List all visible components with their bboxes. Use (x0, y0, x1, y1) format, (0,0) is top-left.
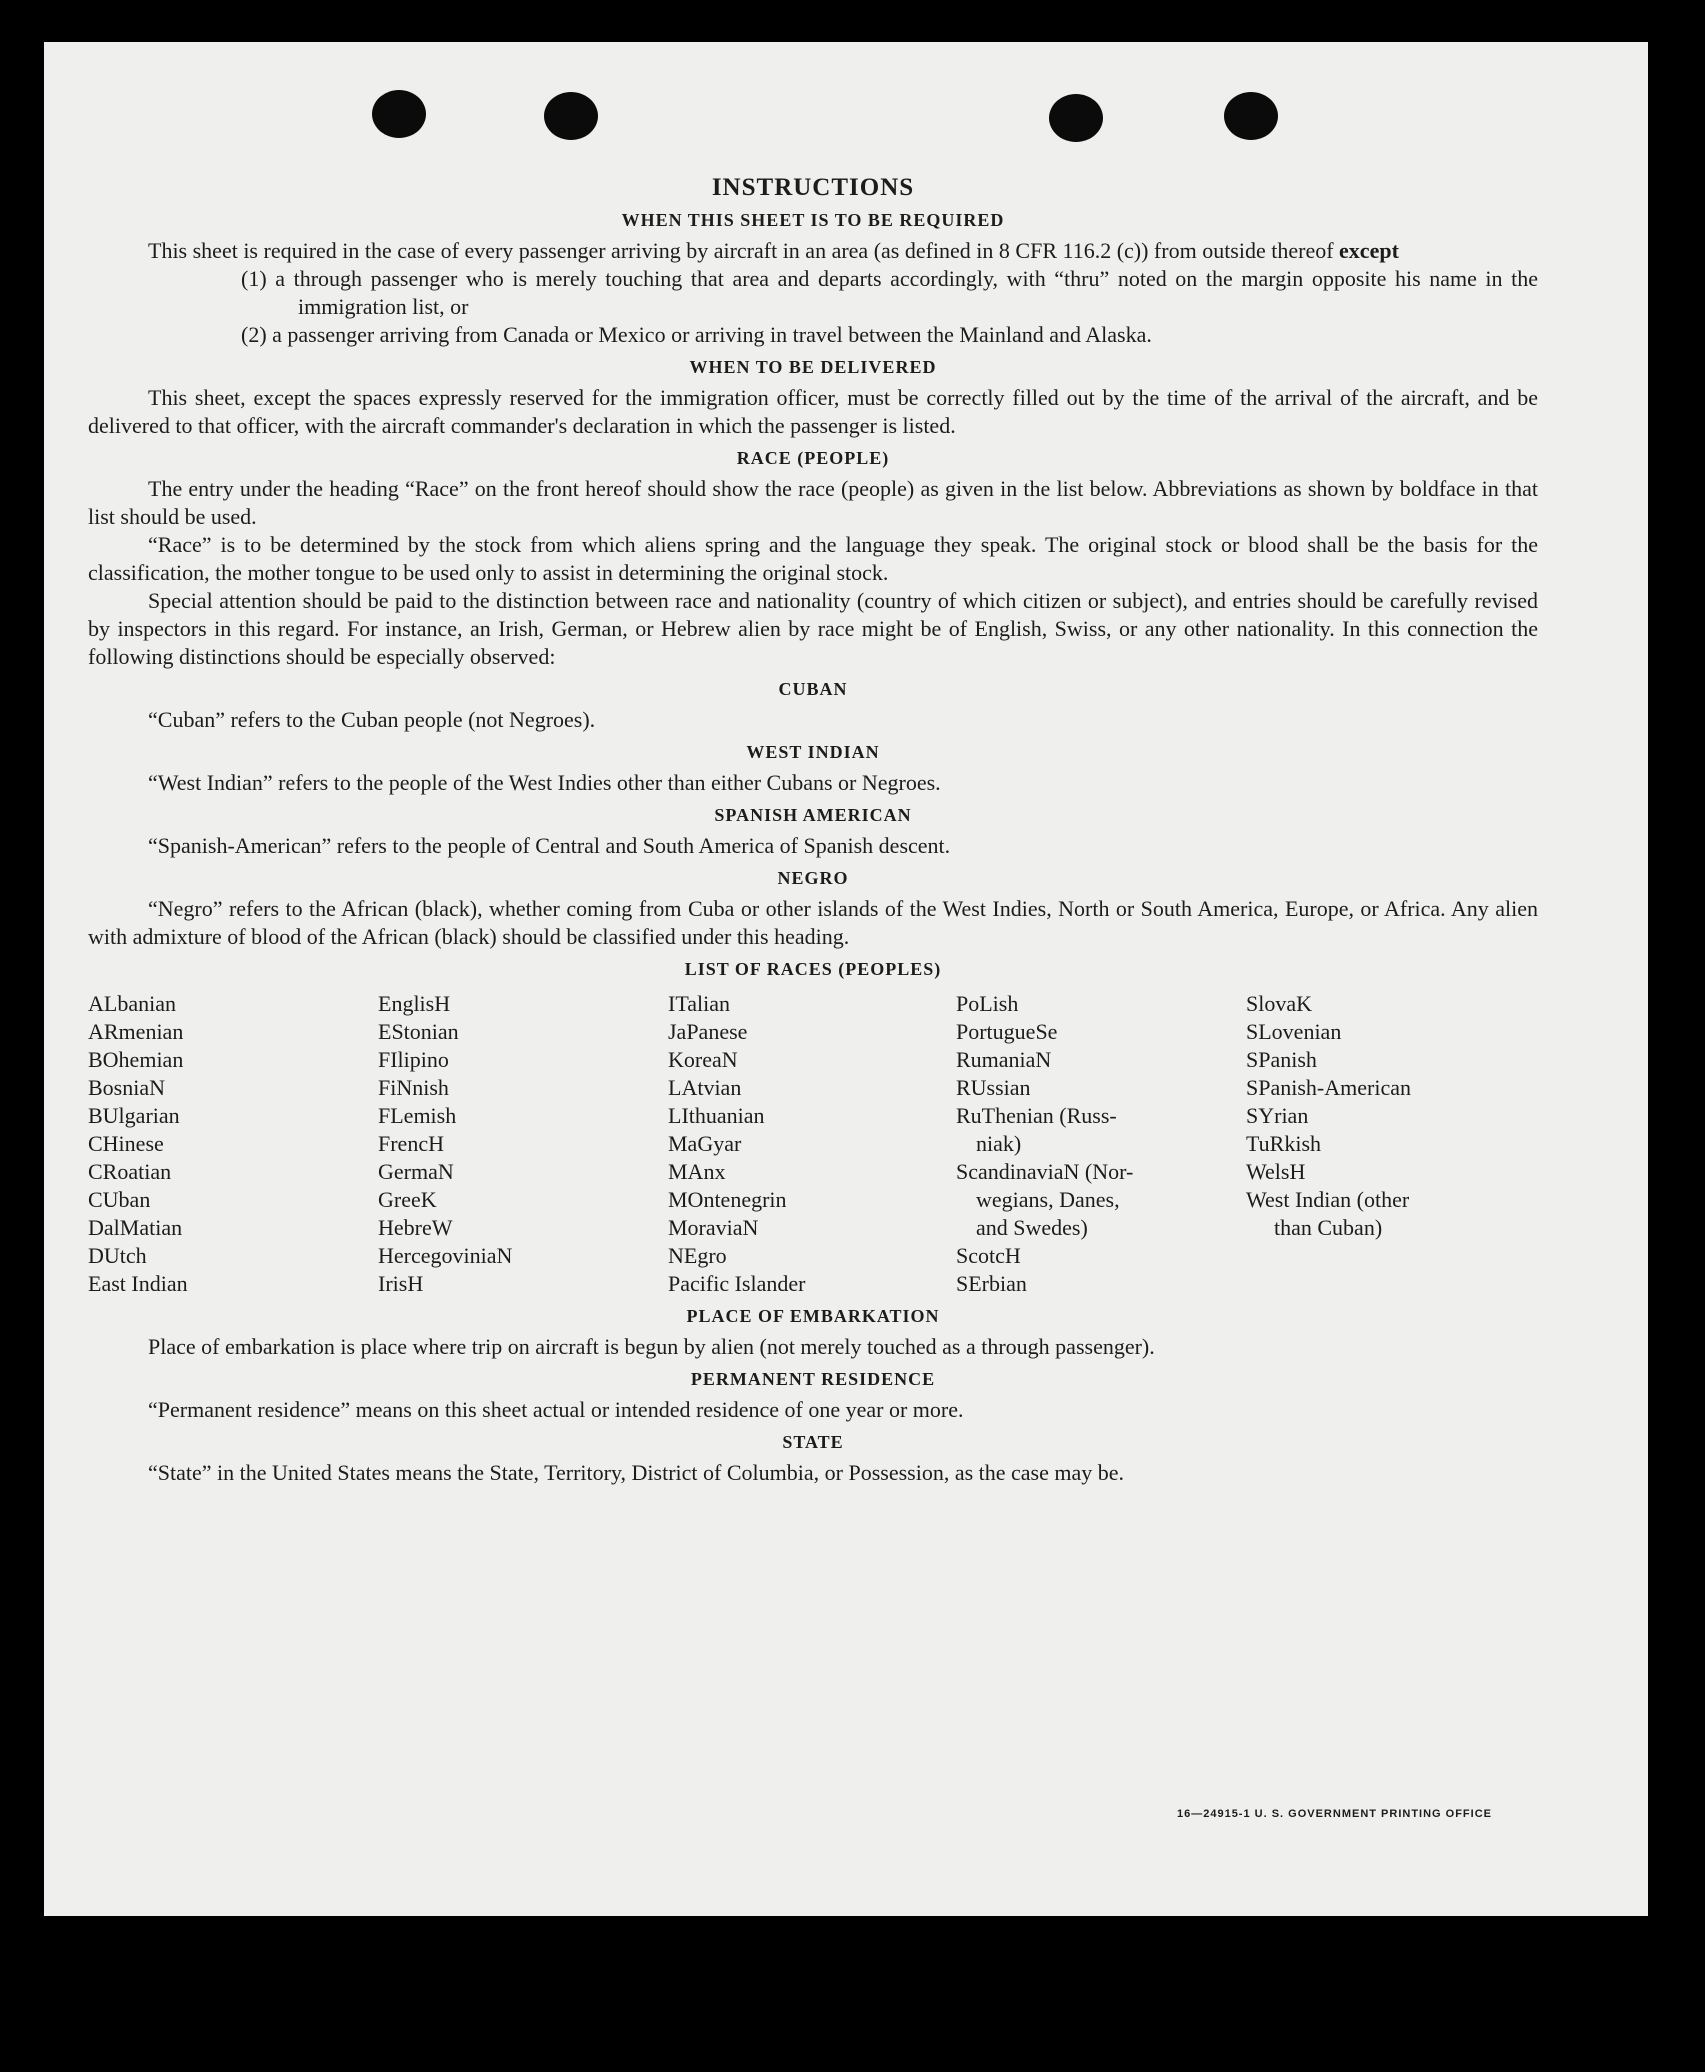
list-item: MAnx (668, 1159, 726, 1184)
list-item: WelsH (1246, 1159, 1306, 1184)
section-heading-spanish-american: SPANISH AMERICAN (714, 805, 912, 825)
required-item-2: (2) a passenger arriving from Canada or Mexico or arriving in travel between the Mainland and Alaska. (241, 322, 1152, 347)
race-paragraph-3: Special attention should be paid to the distinction between race and nationality (country of which citizen or subject), and entries should be carefully revised by inspectors in this regard. For instance, an Irish, German, or Hebrew alien by race might be of English, Swiss, or any other nationality. In this connection the following distinctions should be especially observed: (88, 588, 1538, 669)
list-item: RuThenian (Russ- (956, 1103, 1117, 1128)
list-item: EStonian (378, 1019, 459, 1044)
list-item: SYrian (1246, 1103, 1309, 1128)
list-item: ScotcH (956, 1243, 1021, 1268)
section-heading-embarkation: PLACE OF EMBARKATION (686, 1306, 940, 1326)
residence-text: “Permanent residence” means on this sheet actual or intended residence of one year or more. (148, 1397, 964, 1422)
section-heading-race: RACE (PEOPLE) (736, 448, 890, 468)
list-item: KoreaN (668, 1047, 738, 1072)
section-heading-list: LIST OF RACES (PEOPLES) (684, 959, 942, 979)
cuban-text: “Cuban” refers to the Cuban people (not Negroes). (148, 707, 596, 732)
list-item: TuRkish (1246, 1131, 1322, 1156)
list-item: FIlipino (378, 1047, 449, 1072)
list-item: and Swedes) (976, 1215, 1088, 1240)
section-heading-required: WHEN THIS SHEET IS TO BE REQUIRED (621, 210, 1005, 230)
state-text: “State” in the United States means the State, Territory, District of Columbia, or Possession, as the case may be. (148, 1460, 1125, 1485)
list-item: FiNnish (378, 1075, 449, 1100)
race-column-2 (378, 990, 668, 1298)
list-item: ITalian (668, 991, 730, 1016)
punch-hole (1224, 92, 1278, 140)
list-item: IrisH (378, 1271, 424, 1296)
list-item: SPanish (1246, 1047, 1317, 1072)
punch-hole (544, 92, 598, 140)
list-item: niak) (976, 1131, 1022, 1156)
race-column-5 (1246, 990, 1538, 1298)
section-heading-residence: PERMANENT RESIDENCE (690, 1369, 936, 1389)
list-item: RumaniaN (956, 1047, 1052, 1072)
race-column-3 (668, 990, 956, 1298)
list-item: ARmenian (88, 1019, 184, 1044)
west-indian-text: “West Indian” refers to the people of the West Indies other than either Cubans or Negroes. (148, 770, 941, 795)
list-item: SLovenian (1246, 1019, 1342, 1044)
race-column-4 (956, 990, 1246, 1298)
section-heading-delivered: WHEN TO BE DELIVERED (689, 357, 937, 377)
list-item: HercegoviniaN (378, 1243, 513, 1268)
embarkation-text: Place of embarkation is place where trip on aircraft is begun by alien (not merely touched as a through passenger). (148, 1334, 1155, 1359)
list-item: ALbanian (88, 991, 176, 1016)
list-item: CHinese (88, 1131, 164, 1156)
list-item: West Indian (other (1246, 1187, 1410, 1212)
list-item: LIthuanian (668, 1103, 765, 1128)
list-item: RUssian (956, 1075, 1031, 1100)
list-item: CUban (88, 1187, 151, 1212)
section-heading-state: STATE (782, 1432, 844, 1452)
list-item: PortugueSe (956, 1019, 1058, 1044)
printer-imprint: 16—24915-1 U. S. GOVERNMENT PRINTING OFFICE (1176, 1808, 1492, 1820)
list-item: ScandinaviaN (Nor- (956, 1159, 1134, 1184)
list-item: NEgro (668, 1243, 727, 1268)
list-item: FLemish (378, 1103, 457, 1128)
punch-hole (1049, 94, 1103, 142)
list-item: MoraviaN (668, 1215, 759, 1240)
required-item-1: (1) a through passenger who is merely touching that area and departs accordingly, with “thru” noted on the margin opposite his name in the immigration list, or (241, 266, 1538, 319)
list-item: GermaN (378, 1159, 454, 1184)
list-item: SPanish-American (1246, 1075, 1411, 1100)
list-item: GreeK (378, 1187, 437, 1212)
list-item: BUlgarian (88, 1103, 180, 1128)
list-item: LAtvian (668, 1075, 742, 1100)
punch-hole (372, 90, 426, 138)
race-paragraph-1: The entry under the heading “Race” on the front hereof should show the race (people) as given in the list below. Abbreviations as shown by boldface in that list should be used. (88, 476, 1538, 529)
list-item: Pacific Islander (668, 1271, 806, 1296)
negro-text: “Negro” refers to the African (black), whether coming from Cuba or other islands of the West Indies, North or South America, Europe, or Africa. Any alien with admixture of blood of the African (black) should be classified under this heading. (88, 896, 1538, 949)
page-title: INSTRUCTIONS (711, 174, 915, 201)
list-item: SlovaK (1246, 991, 1312, 1016)
required-intro: This sheet is required in the case of every passenger arriving by aircraft in an area (as defined in 8 CFR 116.2 (c)) from outside thereof except (148, 238, 1399, 263)
list-item: SErbian (956, 1271, 1027, 1296)
instructions-content (88, 174, 1538, 1487)
section-heading-west-indian: WEST INDIAN (746, 742, 880, 762)
list-item: BOhemian (88, 1047, 184, 1072)
spanish-american-text: “Spanish-American” refers to the people of Central and South America of Spanish descent. (148, 833, 951, 858)
list-item: East Indian (88, 1271, 188, 1296)
list-item: FrencH (378, 1131, 444, 1156)
list-item: DUtch (88, 1243, 147, 1268)
list-item: MOntenegrin (668, 1187, 787, 1212)
list-item: BosniaN (88, 1075, 165, 1100)
list-item: EnglisH (378, 991, 451, 1016)
list-item: than Cuban) (1274, 1215, 1383, 1240)
race-list (88, 990, 1538, 1298)
race-paragraph-2: “Race” is to be determined by the stock from which aliens spring and the language they speak. The original stock or blood shall be the basis for the classification, the mother tongue to be used only to assist in determining the original stock. (88, 532, 1538, 585)
list-item: DalMatian (88, 1215, 183, 1240)
list-item: MaGyar (668, 1131, 742, 1156)
list-item: HebreW (378, 1215, 453, 1240)
race-column-1 (88, 990, 378, 1298)
list-item: wegians, Danes, (976, 1187, 1120, 1212)
delivered-text: This sheet, except the spaces expressly reserved for the immigration officer, must be correctly filled out by the time of the arrival of the aircraft, and be delivered to that officer, with the aircraft commander's declaration in which the passenger is listed. (88, 385, 1538, 438)
document-sheet (44, 42, 1648, 1916)
list-item: CRoatian (88, 1159, 172, 1184)
list-item: JaPanese (668, 1019, 748, 1044)
section-heading-negro: NEGRO (777, 868, 849, 888)
section-heading-cuban: CUBAN (778, 679, 848, 699)
list-item: PoLish (956, 991, 1019, 1016)
